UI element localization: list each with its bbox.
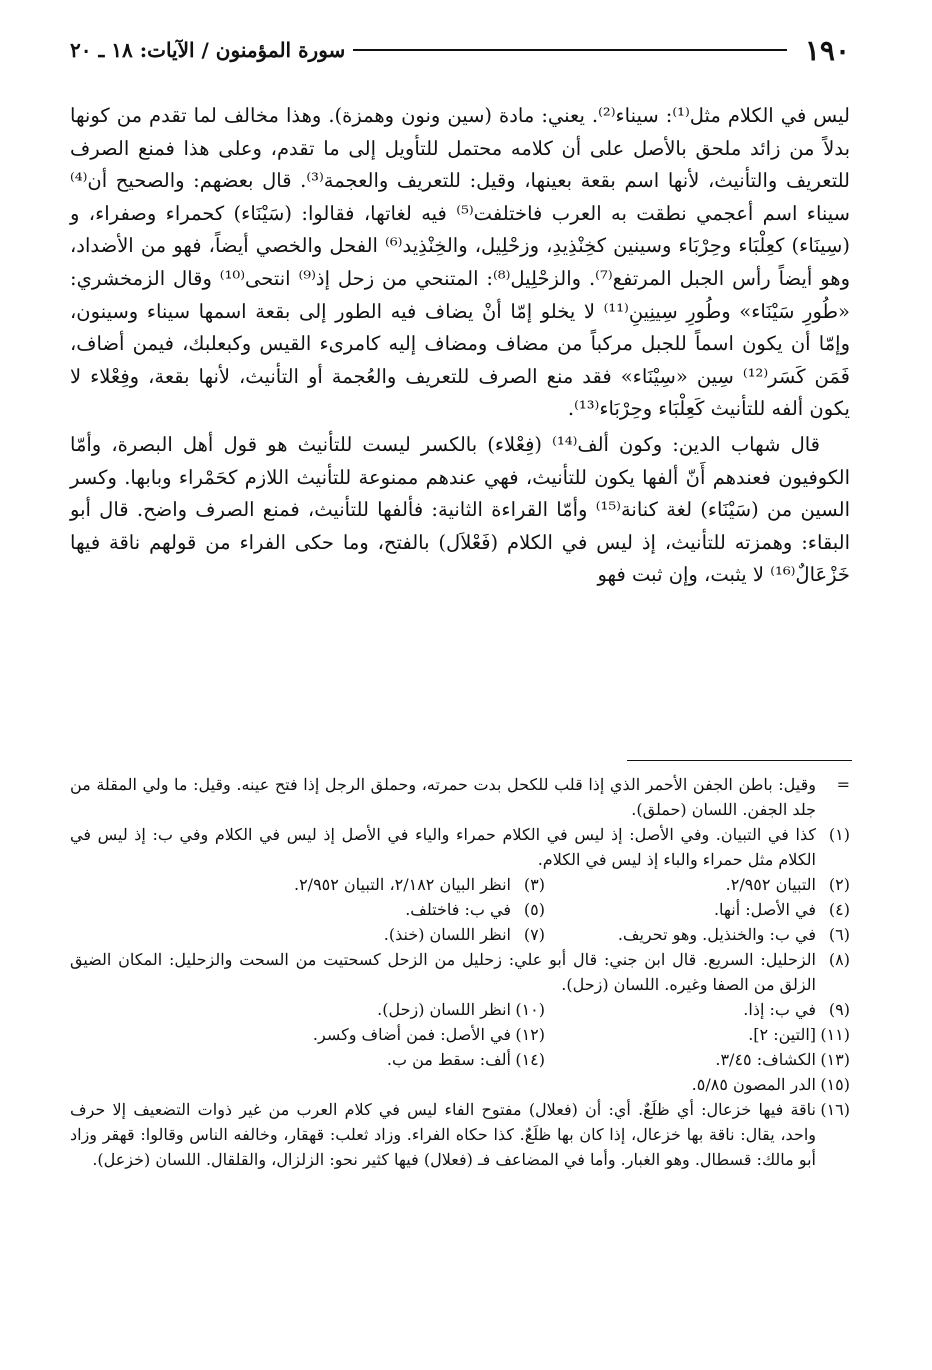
- footnote-marker: (١٠): [515, 1000, 545, 1019]
- main-paragraph: ليس في الكلام مثل⁽¹⁾: سيناء⁽²⁾. يعني: مادة (سين ونون وهمزة). وهذا مخالف لما تقدم من كونها بدلاً من زائد ملحق بالأصل على أن كلامه محتمل للتأويل إلى ما تقدم، وعلى هذا فمنع الصرف للتعريف والتأنيث، لأنها اسم بقعة بعينها، وقيل: للتعريف والعجمة⁽³⁾. قال بعضهم: والصحيح أن⁽⁴⁾ سيناء اسم أعجمي نطقت به العرب فاختلفت⁽⁵⁾ فيه لغاتها، فقالوا: (سَيْنَاء) كحمراء وصفراء، و (سِينَاء) كعِلْبَاء وحِرْبَاء وسينين كخِنْذِيدِ، وزحْلِيل، والخِنْذِيد⁽⁶⁾ الفحل والخصي أيضاً، فهو من الأضداد، وهو أيضاً رأس الجبل المرتفع⁽⁷⁾. والزحْلِيل⁽⁸⁾: المتنحي من زحل إذ⁽⁹⁾ انتحى⁽¹⁰⁾ وقال الزمخشري: «طُورِ سَيْنَاء» وطُورِ سِينِينِ⁽¹¹⁾ لا يخلو إمّا أنْ يضاف فيه الطور إلى بقعة اسمها سيناء وسينون، وإمّا أن يكون اسماً للجبل مركباً من مضاف ومضاف إليه كامرىء القيس وكبعلبك، فيمن أضاف، فَمَن كَسَر⁽¹²⁾ سِين «سِيْنَاء» فقد منع الصرف للتعريف والعُجمة أو التأنيث، لأنها بقعة، وفِعْلاء لا يكون ألفه للتأنيث كَعِلْبَاء وحِرْبَاء⁽¹³⁾.: [70, 104, 850, 421]
- footnote-text: الكشاف: ٣/٤٥.: [715, 1050, 816, 1069]
- footnote-text: انظر اللسان (خنذ).: [383, 925, 511, 944]
- footnote-row: [70, 872, 850, 897]
- footnote-marker: (١٤): [515, 1050, 545, 1069]
- footnote-text: انظر البيان ٢/١٨٢، التبيان ٢/٩٥٢.: [293, 875, 511, 894]
- page-header: [70, 30, 850, 70]
- footnote-4: [545, 897, 850, 922]
- footnote-text: في الأصل: فمن أضاف وكسر.: [312, 1025, 511, 1044]
- footnote-marker: =: [836, 775, 850, 794]
- running-title: سورة المؤمنون / الآيات: ١٨ ـ ٢٠: [70, 38, 346, 62]
- footnote-text: في الأصل: أنها.: [713, 900, 816, 919]
- footnote-marker: (٤): [828, 900, 850, 919]
- footnote-row: [70, 1047, 850, 1072]
- footnote-15: [70, 1072, 850, 1097]
- footnote-marker: (١٦): [820, 1100, 850, 1119]
- footnote-row: [70, 1022, 850, 1047]
- footnote-marker: (٨): [828, 950, 850, 969]
- footnote-row: [70, 922, 850, 947]
- footnote-9: [545, 997, 850, 1022]
- footnote-3: [240, 872, 545, 897]
- footnote-marker: (٦): [828, 925, 850, 944]
- footnote-marker: (١٥): [820, 1075, 850, 1094]
- footnote-row: [70, 997, 850, 1022]
- footnote-text: ناقة فيها خزعال: أي ظلَعٌ. أي: أن (فعلال) مفتوح الفاء ليس في كلام العرب من غير ذوات التضعيف إلا حرف واحد، يقال: ناقة بها خزعال، إذا كان بها ظلَعٌ. كذا حكاه الفراء. وزاد ثعلب: قهقار، وخالفه الناس وقالوا: قهقر وزاد أبو مالك: قسطال. وهو الغبار. وأما في المضاعف فـ (فعلال) فيها كثير نحو: الزلزال، والقلقال. اللسان (خزعل).: [70, 1100, 817, 1169]
- footnote-text: وقيل: باطن الجفن الأحمر الذي إذا قلب للكحل بدت حمرته، وحملق الرجل إذا فتح عينه. وقيل: ما ولي المقلة من جلد الجفن. اللسان (حملق).: [70, 775, 816, 819]
- footnote-13: [545, 1047, 850, 1072]
- footnote-text: كذا في التبيان. وفي الأصل: إذ ليس في الكلام حمراء والياء في الأصل إذ ليس في الكلام وفي ب: إذ ليس في الكلام مثل حمراء والباء إذ ليس في الكلام.: [70, 825, 816, 869]
- footnote-6: [545, 922, 850, 947]
- footnote-14: [240, 1047, 545, 1072]
- footnote-12: [240, 1022, 545, 1047]
- footnote-marker: (٣): [523, 875, 545, 894]
- footnote-marker: (٢): [828, 875, 850, 894]
- footnote-1: [70, 822, 850, 872]
- main-text: [70, 100, 850, 592]
- footnote-11: [545, 1022, 850, 1047]
- footnote-text: في ب: والخنذيل. وهو تحريف.: [617, 925, 816, 944]
- footnote-text: التبيان ٢/٩٥٢.: [725, 875, 816, 894]
- footnote-marker: (٩): [828, 1000, 850, 1019]
- footnote-marker: (١١): [820, 1025, 850, 1044]
- footnote-10: [240, 997, 545, 1022]
- footnote-marker: (١٣): [820, 1050, 850, 1069]
- footnote-marker: (٧): [523, 925, 545, 944]
- footnote-marker: (١٢): [515, 1025, 545, 1044]
- footnote-text: ألف: سقط من ب.: [386, 1050, 511, 1069]
- main-paragraph: قال شهاب الدين: وكون ألف⁽¹⁴⁾ (فِعْلاء) بالكسر ليست للتأنيث هو قول أهل البصرة، وأمّا الكوفيون فعندهم أَنّ ألفها يكون للتأنيث، فهي عندهم ممنوعة للتأنيث اللازم كحَمْراء وبابها. وكسر السين من (سَيْنَاء) لغة كنانة⁽¹⁵⁾ وأمّا القراءة الثانية: فألفها للتأنيث، فمنع الصرف واضح. قال أبو البقاء: وهمزته للتأنيث، إذ ليس في الكلام (فَعْلاَل) بالفتح، وما حكى الفراء من قولهم ناقة فيها خَزْعَالٌ⁽¹⁶⁾ لا يثبت، وإن ثبت فهو: [70, 432, 851, 587]
- header-rule: [353, 49, 787, 51]
- footnote-marker: (٥): [523, 900, 545, 919]
- page-number: ١٩٠: [804, 33, 850, 67]
- footnote-text: في ب: فاختلف.: [405, 900, 511, 919]
- footnotes: [70, 772, 850, 1172]
- footnote-marker: (١): [828, 825, 850, 844]
- footnote-text: في ب: إذا.: [743, 1000, 816, 1019]
- footnote-5: [240, 897, 545, 922]
- footnote-continuation: [70, 772, 850, 822]
- footnote-row: [70, 897, 850, 922]
- footnote-separator: [627, 760, 852, 761]
- footnote-7: [240, 922, 545, 947]
- footnote-16: [70, 1097, 850, 1172]
- footnote-text: انظر اللسان (زحل).: [377, 1000, 511, 1019]
- footnote-text: [التين: ٢].: [748, 1025, 816, 1044]
- footnote-8: [70, 947, 850, 997]
- footnote-text: الدر المصون ٥/٨٥.: [691, 1075, 816, 1094]
- footnote-2: [545, 872, 850, 897]
- footnote-text: الزحليل: السريع. قال ابن جني: قال أبو علي: زحليل من الزحل كسحتيت من السحت والزحليل: المكان الضيق الزلق من الصفا وغيره. اللسان (زحل).: [70, 950, 816, 994]
